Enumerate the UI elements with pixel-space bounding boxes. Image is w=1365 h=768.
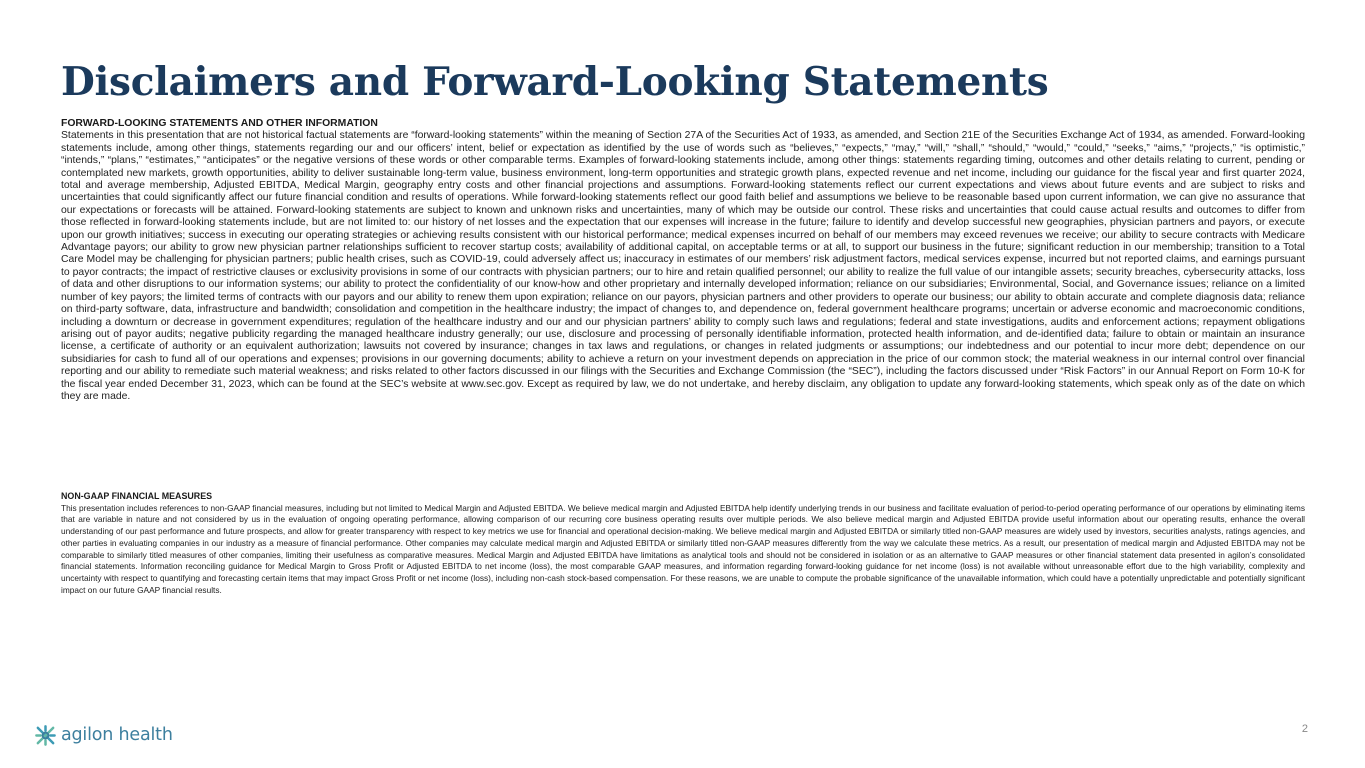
forward-looking-heading: FORWARD-LOOKING STATEMENTS AND OTHER INFORMATION [61, 118, 378, 129]
agilon-knot-icon [34, 724, 57, 747]
logo-text: agilon health [61, 725, 173, 745]
page-number: 2 [1301, 723, 1308, 735]
company-logo [34, 721, 173, 749]
non-gaap-section [61, 491, 1305, 596]
non-gaap-body: This presentation includes references to non-GAAP financial measures, including but not limited to Medical Margin and Adjusted EBITDA. We believe medical margin and Adjusted EBITDA help identify underlying trends in our business and facilitate evaluation of period-to-period operating performance of our operations by eliminating items that are variable in nature and not considered by us in the evaluation of ongoing operating performance, allowing comparison of our recurring core business operating results over multiple periods. We also believe medical margin and Adjusted EBITDA provide useful information about our operating results, enhance the overall understanding of our past performance and future prospects, and allow for greater transparency with respect to key metrics we use for financial and operational decision-making. We believe medical margin and Adjusted EBITDA or similarly titled non-GAAP measures are widely used by investors, securities analysts, ratings agencies, and other parties in evaluating companies in our industry as a measure of financial performance. Other companies may calculate medical margin and Adjusted EBITDA or similarly titled non-GAAP measures differently from the way we calculate these metrics. As a result, our presentation of medical margin and Adjusted EBITDA may not be comparable to similarly titled measures of other companies, limiting their usefulness as comparative measures. Medical Margin and Adjusted EBITDA have limitations as analytical tools and should not be considered in isolation or as an alternative to GAAP measures or other financial statement data presented in agilon’s consolidated financial statements. Information reconciling guidance for Medical Margin to Gross Profit or Adjusted EBITDA to net income (loss), the most comparable GAAP measures, and information regarding forward-looking guidance for net income (loss) is not available without unreasonable effort due to the high variability, complexity and uncertainty with respect to quantifying and forecasting certain items that may impact Gross Profit or net income (loss), including non-cash stock-based compensation. For these reasons, we are unable to compute the probable significance of the unavailable information, which could have a potentially unpredictable and potentially significant impact on our future GAAP financial results. [61, 502, 1305, 595]
page-title: Disclaimers and Forward-Looking Statements [61, 59, 1049, 105]
forward-looking-body: Statements in this presentation that are not historical factual statements are “forward-looking statements” within the meaning of Section 27A of the Securities Act of 1933, as amended, and Section 21E of the Securities Exchange Act of 1934, as amended. Forward-looking statements include, among other things, statements regarding our and our officers’ intent, belief or expectation as identified by the use of words such as “believes,” “expects,” “may,” “will,” “shall,” “should,” “would,” “could,” “seeks,” “aims,” “projects,” “is optimistic,” “intends,” “plans,” “estimates,” “anticipates” or the negative versions of these words or other comparable terms. Examples of forward-looking statements include, among other things: statements regarding timing, outcomes and other details relating to current, pending or contemplated new markets, growth opportunities, ability to deliver sustainable long-term value, business environment, long-term opportunities and strategic growth plans, expected revenue and net income, including our guidance for the fiscal year and first quarter 2024, total and average membership, Adjusted EBITDA, Medical Margin, geography entry costs and other financial projections and assumptions. Forward-looking statements reflect our current expectations and views about future events and are subject to risks and uncertainties that could significantly affect our future financial condition and results of operations. While forward-looking statements reflect our good faith belief and assumptions we believe to be reasonable based upon current information, we can give no assurance that our expectations or forecasts will be attained. Forward-looking statements are subject to known and unknown risks and uncertainties, many of which may be outside our control. These risks and uncertainties that could cause actual results and outcomes to differ from those reflected in forward-looking statements include, but are not limited to: our history of net losses and the expectation that our expenses will increase in the future; failure to identify and develop successful new geographies, physician partners and payors, or execute upon our growth initiatives; success in executing our operating strategies or achieving results consistent with our historical performance; medical expenses incurred on behalf of our members may exceed revenues we receive; our ability to secure contracts with Medicare Advantage payors; our ability to grow new physician partner relationships sufficient to recover startup costs; availability of additional capital, on acceptable terms or at all, to support our business in the future; significant reduction in our membership; transition to a Total Care Model may be challenging for physician partners; public health crises, such as COVID-19, could adversely affect us; inaccuracy in estimates of our members’ risk adjustment factors, medical services expense, incurred but not reported claims, and earnings pursuant to payor contracts; the impact of restrictive clauses or exclusivity provisions in some of our contracts with physician partners; our to hire and retain qualified personnel; our ability to realize the full value of our intangible assets; security breaches, cybersecurity attacks, loss of data and other disruptions to our information systems; our ability to protect the confidentiality of our know-how and other proprietary and internally developed information; reliance on our subsidiaries; Environmental, Social, and Governance issues; reliance on a limited number of key payors; the limited terms of contracts with our payors and our ability to renew them upon expiration; reliance on our payors, physician partners and other providers to operate our business; our ability to obtain accurate and complete diagnosis data; reliance on third-party software, data, infrastructure and bandwidth; consolidation and competition in the healthcare industry; the impact of changes to, and dependence on, federal government healthcare programs; uncertain or adverse economic and macroeconomic conditions, including a downturn or decrease in government expenditures; regulation of the healthcare industry and our and our physician partners’ ability to comply such laws and regulations; federal and state investigations, audits and enforcement actions; repayment obligations arising out of payor audits; negative publicity regarding the managed healthcare industry generally; our use, disclosure and processing of personally identifiable information, protected health information, and de-identified data; failure to obtain or maintain an insurance license, a certificate of authority or an equivalent authorization; lawsuits not covered by insurance; changes in tax laws and regulations, or changes in related judgments or assumptions; our indebtedness and our potential to incur more debt; dependence on our subsidiaries for cash to fund all of our operations and expenses; provisions in our governing documents; ability to achieve a return on your investment depends on appreciation in the price of our common stock; the material weakness in our internal control over financial reporting and our ability to remediate such material weakness; and risks related to other factors discussed in our filings with the Securities and Exchange Commission (the “SEC”), including the factors discussed under “Risk Factors” in our Annual Report on Form 10-K for the fiscal year ended December 31, 2023, which can be found at the SEC’s website at www.sec.gov. Except as required by law, we do not undertake, and hereby disclaim, any obligation to update any forward-looking statements, which speak only as of the date on which they are made. [61, 130, 1305, 402]
non-gaap-heading: NON-GAAP FINANCIAL MEASURES [61, 491, 213, 501]
forward-looking-section [61, 118, 1305, 403]
